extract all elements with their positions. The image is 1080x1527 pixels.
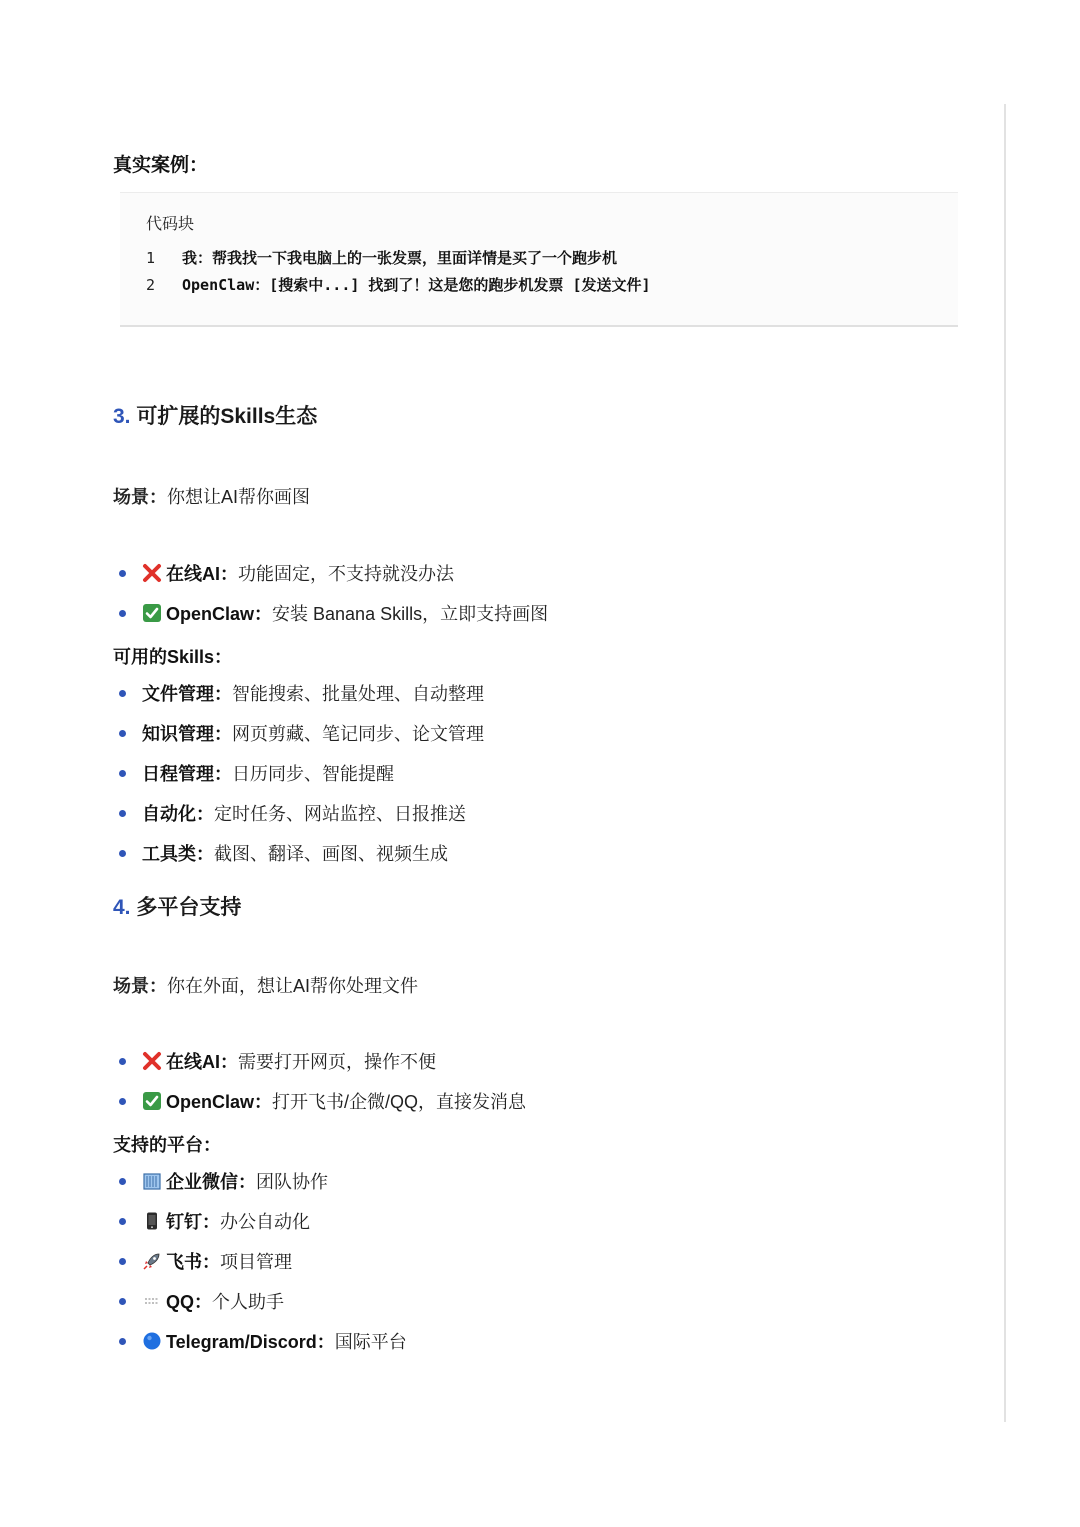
line-number: 1 bbox=[146, 249, 156, 267]
item-text: 定时任务、网站监控、日报推送 bbox=[214, 804, 466, 824]
item-text: 打开飞书/企微/QQ，直接发消息 bbox=[272, 1092, 527, 1112]
item-text: 个人助手 bbox=[212, 1292, 285, 1312]
line-number: 2 bbox=[146, 276, 156, 294]
item-text: 国际平台 bbox=[334, 1332, 407, 1352]
bullet bbox=[119, 1298, 126, 1305]
subheading: 支持的平台： bbox=[113, 1135, 221, 1155]
building-icon bbox=[142, 1171, 162, 1191]
list-item bbox=[113, 681, 484, 707]
item-text: 功能固定，不支持就没办法 bbox=[238, 564, 454, 584]
item-key: 钉钉： bbox=[166, 1212, 220, 1232]
page-edge-line bbox=[1004, 104, 1006, 1422]
section-heading bbox=[113, 400, 317, 430]
item-key: Telegram/Discord： bbox=[166, 1332, 335, 1352]
scene-line bbox=[113, 972, 418, 998]
item-key: OpenClaw： bbox=[166, 604, 273, 624]
case-title: 真实案例： bbox=[113, 155, 209, 176]
list-item bbox=[113, 1249, 292, 1275]
list-item bbox=[113, 1049, 436, 1075]
list-item bbox=[113, 1209, 310, 1235]
item-text: 日历同步、智能提醒 bbox=[232, 764, 394, 784]
scene-text: 你在外面，想让AI帮你处理文件 bbox=[167, 976, 419, 996]
code-line bbox=[146, 274, 651, 295]
item-text: 项目管理 bbox=[220, 1252, 292, 1272]
bullet bbox=[119, 770, 126, 777]
item-text: 团队协作 bbox=[256, 1172, 328, 1192]
list-item bbox=[113, 761, 394, 787]
item-key: OpenClaw： bbox=[166, 1092, 273, 1112]
code-text: OpenClaw：[搜索中...] 找到了！这是您的跑步机发票 [发送文件] bbox=[182, 276, 651, 294]
list-item bbox=[113, 1089, 526, 1115]
list-item bbox=[113, 561, 454, 587]
bullet bbox=[119, 1218, 126, 1225]
item-text: 网页剪藏、笔记同步、论文管理 bbox=[232, 724, 484, 744]
code-text: 我：帮我找一下我电脑上的一张发票，里面详情是买了一个跑步机 bbox=[182, 249, 618, 267]
code-block-label: 代码块 bbox=[146, 216, 195, 233]
list-item bbox=[113, 801, 466, 827]
phone-icon bbox=[142, 1211, 162, 1231]
section-number: 3. bbox=[113, 405, 131, 428]
section-title: 多平台支持 bbox=[136, 896, 242, 919]
globe-icon bbox=[142, 1331, 162, 1351]
item-text: 办公自动化 bbox=[220, 1212, 310, 1232]
item-key: 知识管理： bbox=[142, 724, 232, 744]
list-item bbox=[113, 1289, 284, 1315]
item-key: 企业微信： bbox=[166, 1172, 256, 1192]
bullet bbox=[119, 570, 126, 577]
section-heading bbox=[113, 891, 241, 921]
code-line bbox=[146, 247, 617, 268]
bullet bbox=[119, 730, 126, 737]
cross-icon bbox=[142, 1051, 162, 1071]
list-item bbox=[113, 841, 448, 867]
item-key: 在线AI： bbox=[166, 1052, 238, 1072]
bullet bbox=[119, 810, 126, 817]
bullet bbox=[119, 1098, 126, 1105]
list-item bbox=[113, 1169, 328, 1195]
bullet bbox=[119, 690, 126, 697]
item-key: 工具类： bbox=[142, 844, 214, 864]
item-key: QQ： bbox=[166, 1292, 213, 1312]
section-number: 4. bbox=[113, 896, 131, 919]
list-item bbox=[113, 721, 484, 747]
list-item bbox=[113, 1329, 407, 1355]
item-key: 飞书： bbox=[166, 1252, 220, 1272]
scene-label: 场景： bbox=[113, 487, 167, 507]
check-icon bbox=[142, 603, 162, 623]
cross-icon bbox=[142, 563, 162, 583]
scene-line bbox=[113, 483, 310, 509]
list-item bbox=[113, 601, 548, 627]
bullet bbox=[119, 610, 126, 617]
item-text: 截图、翻译、画图、视频生成 bbox=[214, 844, 448, 864]
item-text: 需要打开网页，操作不便 bbox=[238, 1052, 436, 1072]
bullet bbox=[119, 1058, 126, 1065]
bullet bbox=[119, 1338, 126, 1345]
section-title: 可扩展的Skills生态 bbox=[136, 405, 318, 428]
subheading: 可用的Skills： bbox=[113, 647, 233, 667]
bullet bbox=[119, 1178, 126, 1185]
bullet bbox=[119, 1258, 126, 1265]
item-key: 在线AI： bbox=[166, 564, 238, 584]
item-text: 安装 Banana Skills，立即支持画图 bbox=[272, 604, 549, 624]
check-icon bbox=[142, 1091, 162, 1111]
item-key: 自动化： bbox=[142, 804, 214, 824]
item-text: 智能搜索、批量处理、自动整理 bbox=[232, 684, 484, 704]
bullet bbox=[119, 850, 126, 857]
item-key: 文件管理： bbox=[142, 684, 232, 704]
scene-label: 场景： bbox=[113, 976, 167, 996]
item-key: 日程管理： bbox=[142, 764, 232, 784]
rocket-icon bbox=[142, 1251, 162, 1271]
scene-text: 你想让AI帮你画图 bbox=[167, 487, 311, 507]
chat-icon bbox=[142, 1291, 162, 1311]
code-block bbox=[120, 192, 958, 327]
